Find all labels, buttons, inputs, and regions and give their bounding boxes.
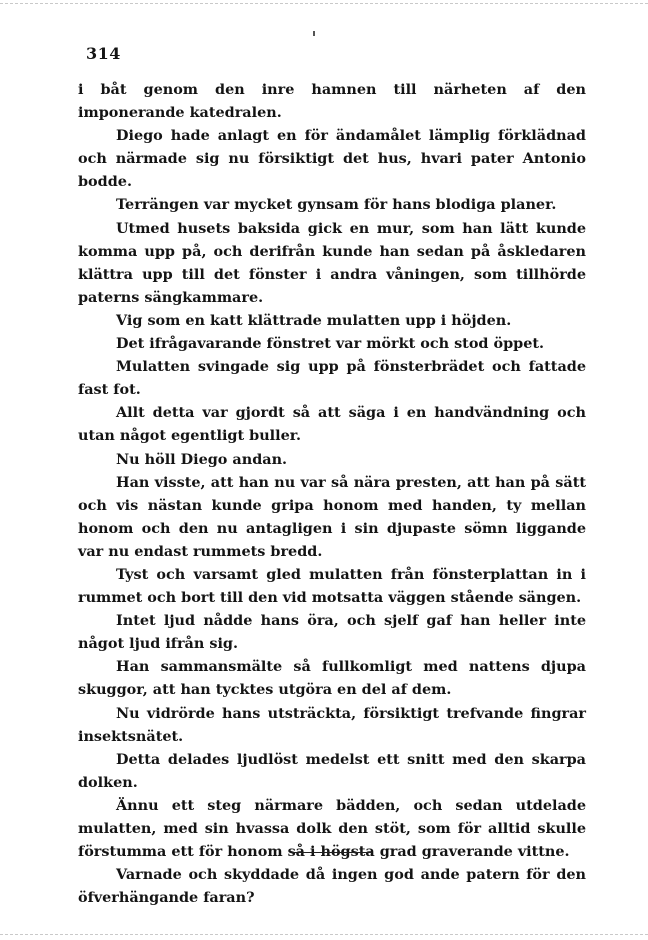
paragraph-11: Tyst och varsamt gled mulatten från fönsterplattan in i rummet och bort till den vid motsatta väggen stående sängen.: [78, 565, 586, 607]
paragraph-14: Nu vidrörde hans utsträckta, försiktigt trefvande fingrar insektsnätet.: [78, 704, 586, 745]
paragraph-6: Det ifrågavarande fönstret var mörkt och stod öppet.: [116, 335, 545, 353]
scan-bottom-edge: [0, 934, 648, 935]
paragraph-12: Intet ljud nådde hans öra, och sjelf gaf han heller inte något ljud ifrån sig.: [78, 612, 586, 653]
paragraph-9: Nu höll Diego andan.: [116, 450, 288, 468]
paragraph-8: Allt detta var gjordt så att säga i en handvändning och utan något egentligt buller.: [78, 404, 586, 445]
paragraph-2: Diego hade anlagt en för ändamålet lämplig förklädnad och närmade sig nu försiktigt det hus, hvari pater Antonio bodde.: [78, 127, 586, 191]
paragraph-3: Terrängen var mycket gynsam för hans blodiga planer.: [116, 196, 557, 214]
scan-top-edge: [0, 3, 648, 4]
paragraph-10: Han visste, att han nu var så nära presten, att han på sätt och vis nästan kunde gripa honom med handen, ty mellan honom och den nu antagligen i sin djupaste sömn liggande var nu endast rummets bredd.: [78, 473, 586, 560]
body-text: [78, 78, 586, 909]
paragraph-4: Utmed husets baksida gick en mur, som han lätt kunde komma upp på, och derifrån kunde han sedan på åskledaren klättra upp till det fönster i andra våningen, som tillhörde paterns sängkammare.: [78, 219, 586, 306]
paragraph-1: i båt genom den inre hamnen till närheten af den imponerande katedralen.: [78, 81, 586, 122]
section-end-rule: [292, 852, 372, 853]
ink-speck: [313, 31, 315, 36]
paragraph-16: Ännu ett steg närmare bädden, och sedan utdelade mulatten, med sin hvassa dolk den stöt, som för alltid skulle förstumma ett för honom så i högsta grad graverande vittne.: [78, 796, 586, 861]
paragraph-7: Mulatten svingade sig upp på fönsterbrädet och fattade fast fot.: [78, 358, 586, 399]
paragraph-13: Han sammansmälte så fullkomligt med nattens djupa skuggor, att han tycktes utgöra en del af dem.: [78, 658, 586, 699]
page-number: 314: [86, 44, 121, 63]
paragraph-17: Varnade och skyddade då ingen god ande patern för den öfverhängande faran?: [78, 866, 586, 907]
paragraph-5: Vig som en katt klättrade mulatten upp i höjden.: [116, 311, 512, 329]
paragraph-15: Detta delades ljudlöst medelst ett snitt med den skarpa dolken.: [78, 750, 586, 791]
